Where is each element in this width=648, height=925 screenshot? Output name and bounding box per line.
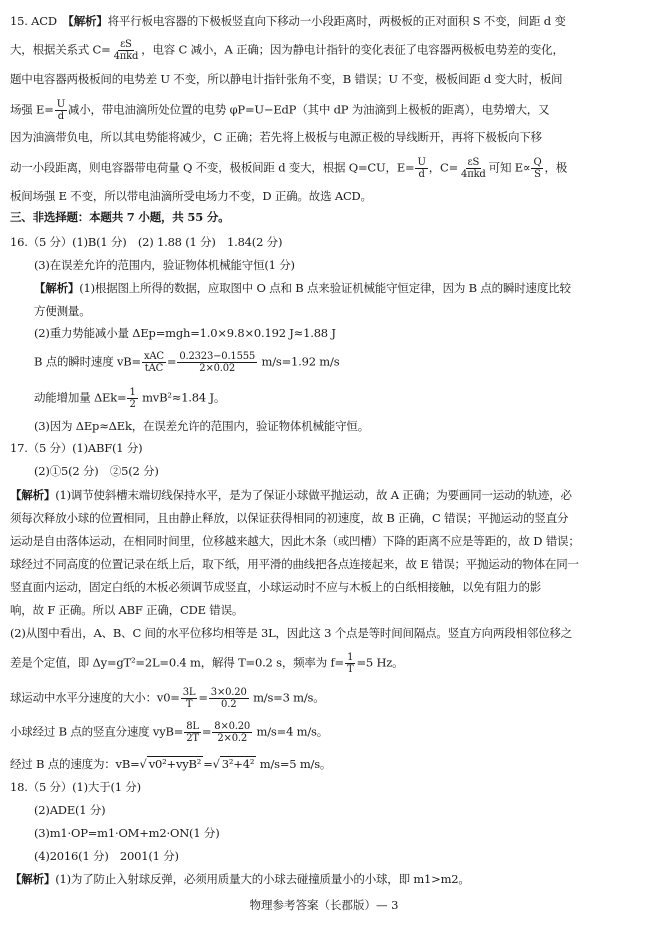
q15-answer: 15. ACD: [10, 14, 69, 28]
q17-line-4: 须每次释放小球的位置相同，且由静止释放，以保证获得相同的初速度，故 B 正确，C 错误；平抛运动的竖直分: [10, 511, 569, 525]
q18-line-3: (3)m1·OP=m1·OM+m2·ON(1 分): [34, 826, 220, 840]
q16-line-8: (3)因为 ΔEp≈ΔEk，在误差允许的范围内，验证物体机械能守恒。: [34, 419, 370, 433]
q16-line-7: 动能增加量 ΔEk= $\frac{1}{2}$ mvB²≈1.84 J。: [34, 387, 226, 410]
q15-line-4: 场强 E= $\frac{U}{d}$ 减小，带电油滴所处位置的电势 φP=U−EdP（其中 dP 为油滴到上极板的距离），电势增大，又: [10, 99, 550, 122]
q17-line-9: (2)从图中看出，A、B、C 间的水平位移均相等是 3L，因此这 3 个点是等时间间隔点。竖直方向两段相邻位移之: [10, 626, 573, 640]
q17-line-11: 球运动中水平分速度的大小：v0= $\frac{3L}{T}$ = $\frac{3\times 0.20}{0.2}$ m/s=3 m/s。: [10, 687, 325, 710]
q15-text: 将平行板电容器的下极板竖直向下移动一小段距离时，两极板的正对面积 S 不变，间距 d 变: [107, 14, 566, 28]
q18-line-1: 18.（5 分）(1)大于(1 分): [10, 780, 141, 794]
q17-line-3: 【解析】(1)调节使斜槽末端切线保持水平，是为了保证小球做平抛运动，故 A 正确；为要画同一运动的轨迹，必: [10, 488, 572, 502]
field-fraction: $\frac{U}{d}$: [56, 99, 65, 122]
analysis-tag: 【解析】: [10, 488, 56, 502]
q17-line-13: 经过 B 点的速度为：vB=√ v0²+vyB² =√ 3²+4² m/s=5 m/s。: [10, 757, 332, 771]
q16-line-2: (3)在误差允许的范围内，验证物体机械能守恒(1 分): [34, 258, 295, 272]
analysis-tag: 【解析】: [10, 872, 56, 886]
q17-line-12: 小球经过 B 点的竖直分速度 vyB= $\frac{8L}{2T}$ = $\frac{8\times 0.20}{2\times 0.2}$ m/s=4 m/s。: [10, 721, 329, 744]
q17-line-2: (2)①5(2 分) ②5(2 分): [34, 464, 159, 478]
q15-line-1: [10, 12, 566, 30]
analysis-tag: 【解析】: [68, 14, 108, 28]
q15-line-6: 动一小段距离，则电容器带电荷量 Q 不变，极板间距 d 变大，根据 Q=CU，E= $\frac{U}{d}$ ，C= $\frac{\varepsilon S}{\text{4πkd}}$ 可知 E∝ $\frac{Q}{S}$ ，极: [10, 157, 568, 180]
q17-line-8: 响，故 F 正确。所以 ABF 正确，CDE 错误。: [10, 603, 244, 617]
q15-line-7: 板间场强 E 不变，所以带电油滴所受电场力不变，D 正确。故选 ACD。: [10, 189, 372, 203]
q17-line-1: 17.（5 分）(1)ABF(1 分): [10, 441, 143, 455]
q18-line-5: 【解析】(1)为了防止入射球反弹，必须用质量大的小球去碰撞质量小的小球，即 m1>m2。: [10, 872, 470, 886]
section-heading: 三、非选择题：本题共 7 小题，共 55 分。: [10, 210, 230, 224]
q15-line-5: 因为油滴带负电，所以其电势能将减少，C 正确；若先将上极板与电源正极的导线断开，再将下极板向下移: [10, 130, 542, 144]
q16-line-6: B 点的瞬时速度 vB= $\frac{\text{xAC}}{\text{tAC}}$ = $\frac{0.2323-0.1555}{2\times 0.02}$ m/s=1.92 m/s: [34, 351, 340, 374]
q16-line-1: 16.（5 分）(1)B(1 分) (2) 1.88 (1 分) 1.84(2 分): [10, 235, 283, 249]
q15-line-3: 题中电容器两极板间的电势差 U 不变，所以静电计指针张角不变，B 错误；U 不变，极板间距 d 变大时，板间: [10, 72, 563, 86]
q16-line-3: 【解析】(1)根据图上所得的数据，应取图中 O 点和 B 点来验证机械能守恒定律，因为 B 点的瞬时速度比较: [34, 281, 571, 295]
q16-line-5: (2)重力势能减小量 ΔEp=mgh=1.0×9.8×0.192 J≈1.88 J: [34, 326, 336, 340]
q18-line-4: (4)2016(1 分) 2001(1 分): [34, 849, 179, 863]
q17-line-6: 球经过不同高度的位置记录在纸上后，取下纸，用平滑的曲线把各点连接起来，故 E 错误；平抛运动的物体在同一: [10, 557, 579, 571]
page-footer: 物理参考答案（长郡版）— 3: [249, 898, 399, 912]
q17-line-5: 运动是自由落体运动，在相同时间里，位移越来越大，因此木条（或凹槽）下降的距离不应是等距的，故 D 错误；: [10, 534, 580, 548]
analysis-tag: 【解析】: [34, 281, 80, 295]
capacitance-fraction: $\frac{\varepsilon S}{\text{4πkd}}$: [113, 39, 139, 62]
q17-line-10: 差是个定值，即 Δy=gT²=2L=0.4 m，解得 T=0.2 s，频率为 f= $\frac{1}{T}$ =5 Hz。: [10, 652, 404, 675]
q15-line-2: 大，根据关系式 C= $\frac{\varepsilon S}{\text{4πkd}}$ ，电容 C 减小，A 正确；因为静电计指针的变化表征了电容器两极板电势差的变化，: [10, 39, 564, 62]
q16-line-4: 方便测量。: [34, 304, 91, 318]
q17-line-7: 竖直面内运动，固定白纸的木板必须调节成竖直，小球运动时不应与木板上的白纸相接触，以免有阻力的影: [10, 580, 542, 594]
q18-line-2: (2)ADE(1 分): [34, 803, 106, 817]
